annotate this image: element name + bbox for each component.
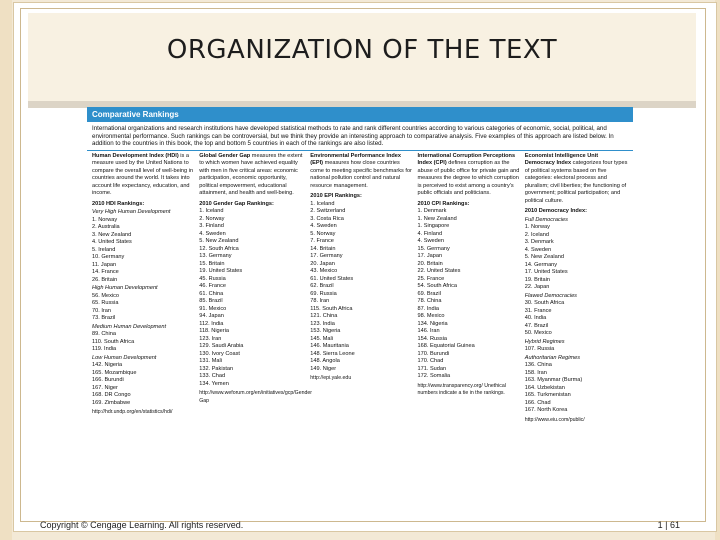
ranking-row: 168. Equatorial Guinea xyxy=(417,343,475,350)
ranking-row: 91. Mexico xyxy=(199,305,227,312)
ranking-columns xyxy=(87,151,633,425)
ranking-row: 5. Ireland xyxy=(92,246,116,253)
source-url: http://www.transparency.org/ Unethical numbers indicate a tie in the rankings. xyxy=(417,382,506,397)
left-accent-strip xyxy=(0,0,12,540)
ranking-row: 22. Japan xyxy=(524,284,550,291)
ranking-row: 132. Pakistan xyxy=(199,365,234,372)
ranking-row: 1. Iceland xyxy=(310,200,335,207)
column-heading: Global Gender Gap xyxy=(199,152,251,159)
rankings-title: 2010 HDI Rankings: xyxy=(92,200,145,207)
ranking-row: 78. China xyxy=(417,298,442,305)
ranking-row: 4. Sweden xyxy=(524,246,552,253)
ranking-row: 170. Chad xyxy=(417,358,444,365)
ranking-row: 17. Germany xyxy=(310,253,343,260)
ranking-row: 14. France xyxy=(92,269,119,276)
ranking-group-label: Low Human Development xyxy=(92,354,157,361)
ranking-row: 15. Britain xyxy=(199,260,225,267)
ranking-row: 4. Finland xyxy=(417,230,443,237)
ranking-row: 3. Denmark xyxy=(524,239,554,246)
ranking-row: 146. Iran xyxy=(417,328,440,335)
ranking-row: 149. Niger xyxy=(310,365,337,372)
ranking-row: 87. India xyxy=(417,305,439,312)
rankings-title: 2010 EPI Rankings: xyxy=(310,193,362,200)
ranking-row: 10. Germany xyxy=(92,254,125,261)
ranking-row: 73. Brazil xyxy=(92,315,116,322)
ranking-row: 118. Nigeria xyxy=(199,328,229,335)
ranking-row: 167. North Korea xyxy=(524,407,568,414)
ranking-row: 22. United States xyxy=(417,268,461,275)
figure-intro: International organizations and research institutions have developed statistical methods to rate and rank different countries according to various categories of economic, social, political, and environmental performance. Such rankings can be controversial, but we think they provide an interesting approach to comparative analysis. Five examples of this approach are listed below. In addition to the countries in this book, the top and bottom 5 countries in each of the rankings are also listed. xyxy=(87,122,633,151)
ranking-row: 166. Chad xyxy=(524,399,551,406)
ranking-row: 129. Saudi Arabia xyxy=(199,343,244,350)
ranking-row: 50. Mexico xyxy=(524,330,552,337)
ranking-row: 31. France xyxy=(524,307,552,314)
ranking-group-label: Full Democracies xyxy=(524,216,568,223)
ranking-row: 7. France xyxy=(310,238,334,245)
ranking-row: 172. Somalia xyxy=(417,373,451,380)
ranking-row: 112. India xyxy=(199,320,224,327)
ranking-row: 142. Nigeria xyxy=(92,362,123,369)
ranking-group-label: Authoritarian Regimes xyxy=(524,354,581,361)
ranking-row: 131. Mali xyxy=(199,358,222,365)
ranking-group-label: High Human Development xyxy=(92,285,158,292)
ranking-row: 5. New Zealand xyxy=(199,238,239,245)
ranking-row: 130. Ivory Coast xyxy=(199,350,240,357)
slide-title: ORGANIZATION OF THE TEXT xyxy=(166,35,558,65)
ranking-row: 164. Uzbekistan xyxy=(524,384,565,391)
ranking-group-label: Hybrid Regimes xyxy=(524,338,565,345)
ranking-row: 2. Switzerland xyxy=(310,208,346,215)
ranking-row: 165. Turkmenistan xyxy=(524,392,571,399)
ranking-row: 1. Singapore xyxy=(417,223,450,230)
copyright-notice: Copyright © Cengage Learning. All rights reserved. xyxy=(40,520,244,530)
ranking-row: 62. Brazil xyxy=(310,283,334,290)
ranking-row: 20. Japan xyxy=(310,260,335,267)
ranking-row: 13. Germany xyxy=(199,253,232,260)
ranking-row: 3. Costa Rica xyxy=(310,215,344,222)
ranking-row: 154. Russia xyxy=(417,335,448,342)
ranking-row: 78. Iran xyxy=(310,298,330,305)
ranking-row: 85. Brazil xyxy=(199,298,223,305)
ranking-row: 123. Iran xyxy=(199,335,222,342)
ranking-row: 1. Denmark xyxy=(417,208,447,215)
ranking-group-label: Very High Human Development xyxy=(92,209,171,216)
ranking-row: 56. Mexico xyxy=(92,292,120,299)
source-url: http://epi.yale.edu xyxy=(310,375,352,382)
ranking-row: 30. South Africa xyxy=(524,300,565,307)
ranking-row: 1. Norway xyxy=(92,216,118,223)
ranking-row: 158. Iran xyxy=(524,369,547,376)
ranking-row: 146. Mauritania xyxy=(310,343,349,350)
ranking-row: 145. Mali xyxy=(310,335,333,342)
ranking-row: 15. Germany xyxy=(417,245,450,252)
ranking-row: 115. South Africa xyxy=(310,305,353,312)
ranking-row: 134. Nigeria xyxy=(417,320,448,327)
ranking-row: 98. Mexico xyxy=(417,313,445,320)
ranking-row: 3. Finland xyxy=(199,223,224,230)
column-description: defines corruption as the abuse of public office for private gain and measures the degree to which corruption is perceived to exist among a country's public officials and politicians. xyxy=(417,160,520,197)
column-heading: Economist Intelligence Unit Democracy Index xyxy=(524,152,599,167)
ranking-row: 4. Sweden xyxy=(199,230,226,237)
ranking-column xyxy=(90,153,197,425)
ranking-row: 166. Burundi xyxy=(92,377,124,384)
ranking-row: 25. France xyxy=(417,275,445,282)
ranking-row: 14. Germany xyxy=(524,261,558,268)
ranking-row: 54. South Africa xyxy=(417,283,457,290)
ranking-group-label: Flawed Democracies xyxy=(524,292,577,299)
page-number: 1 | 61 xyxy=(657,520,680,530)
ranking-row: 5. Norway xyxy=(310,230,336,237)
ranking-row: 170. Burundi xyxy=(417,350,450,357)
ranking-row: 2. Iceland xyxy=(524,231,550,238)
column-description: measures the extent to which women have achieved equality with men in five critical areas: economic participation, economic opportunity, political empowerment, educational attainment, and health and well-being. xyxy=(199,152,303,197)
ranking-row: 45. Russia xyxy=(199,275,226,282)
ranking-row: 148. Sierra Leone xyxy=(310,350,355,357)
ranking-row: 121. China xyxy=(310,313,338,320)
ranking-row: 2. Australia xyxy=(92,224,120,231)
ranking-row: 11. Japan xyxy=(92,261,117,268)
ranking-row: 70. Iran xyxy=(92,307,111,314)
source-url: http://www.weforum.org/en/initiatives/gcp/Gender Gap xyxy=(199,390,312,404)
ranking-row: 94. Japan xyxy=(199,313,224,320)
ranking-row: 165. Mozambique xyxy=(92,369,137,376)
ranking-row: 136. China xyxy=(524,362,552,369)
column-description: is a measure used by the United Nations to compare the overall level of well-being in countries around the world. It takes into account life expectancy, education, and income. xyxy=(92,152,194,197)
source-url: http://www.eiu.com/public/ xyxy=(524,416,585,423)
ranking-row: 110. South Africa xyxy=(92,338,135,345)
ranking-row: 2. Norway xyxy=(199,215,225,222)
column-heading: Environmental Performance Index (EPI) xyxy=(310,152,402,167)
ranking-row: 17. Japan xyxy=(417,253,443,260)
ranking-row: 46. France xyxy=(199,283,226,290)
ranking-row: 153. Nigeria xyxy=(310,328,341,335)
ranking-row: 26. Britain xyxy=(92,276,118,283)
ranking-row: 171. Sudan xyxy=(417,365,447,372)
ranking-row: 89. China xyxy=(92,331,116,338)
title-bar xyxy=(28,13,696,108)
ranking-row: 134. Yemen xyxy=(199,380,229,387)
ranking-row: 1. Iceland xyxy=(199,208,224,215)
ranking-row: 69. Russia xyxy=(310,290,337,297)
ranking-row: 168. DR Congo xyxy=(92,392,131,399)
ranking-row: 167. Niger xyxy=(92,384,118,391)
ranking-row: 169. Zimbabwe xyxy=(92,399,131,406)
rankings-title: 2010 CPI Rankings: xyxy=(417,200,470,207)
ranking-row: 148. Angola xyxy=(310,358,340,365)
column-heading: International Corruption Perceptions Index (CPI) xyxy=(417,152,516,167)
column-description: categorizes four types of political systems based on five categories: electoral process and pluralism; civil liberties; the functioning of government; political participation; and political culture. xyxy=(524,160,628,204)
ranking-column xyxy=(308,153,415,425)
ranking-row: 65. Russia xyxy=(92,300,119,307)
ranking-row: 5. New Zealand xyxy=(524,254,564,261)
column-heading: Human Development Index (HDI) xyxy=(92,152,179,159)
ranking-row: 61. China xyxy=(199,290,224,297)
ranking-row: 17. United States xyxy=(524,269,568,276)
ranking-row: 43. Mexico xyxy=(310,268,338,275)
ranking-row: 69. Brazil xyxy=(417,290,441,297)
rankings-title: 2010 Gender Gap Rankings: xyxy=(199,200,274,207)
column-description: measures how close countries come to meeting specific benchmarks for national pollution control and natural resource management. xyxy=(310,160,412,189)
ranking-column xyxy=(523,153,630,425)
ranking-row: 20. Britain xyxy=(417,260,443,267)
ranking-row: 4. United States xyxy=(92,239,132,246)
ranking-row: 19. Britain xyxy=(524,276,550,283)
ranking-row: 3. New Zealand xyxy=(92,231,132,238)
ranking-row: 163. Myanmar (Burma) xyxy=(524,377,583,384)
comparative-rankings-figure xyxy=(87,107,633,505)
ranking-group-label: Medium Human Development xyxy=(92,323,166,330)
ranking-row: 4. Sweden xyxy=(417,238,444,245)
ranking-row: 1. New Zealand xyxy=(417,215,457,222)
figure-header: Comparative Rankings xyxy=(87,107,633,122)
ranking-row: 4. Sweden xyxy=(310,223,337,230)
ranking-row: 123. India xyxy=(310,320,335,327)
ranking-row: 19. United States xyxy=(199,268,243,275)
ranking-row: 133. Chad xyxy=(199,373,226,380)
ranking-column xyxy=(197,152,312,425)
ranking-row: 119. India xyxy=(92,346,117,353)
ranking-row: 40. India xyxy=(524,315,547,322)
ranking-row: 61. United States xyxy=(310,275,354,282)
ranking-row: 14. Britain xyxy=(310,245,336,252)
ranking-column xyxy=(416,153,523,425)
ranking-row: 12. South Africa xyxy=(199,245,239,252)
ranking-row: 107. Russia xyxy=(524,346,555,353)
ranking-row: 1. Norway xyxy=(524,224,550,231)
source-url: http://hdr.undp.org/en/statistics/hdi/ xyxy=(92,409,173,416)
rankings-title: 2010 Democracy Index: xyxy=(524,208,587,215)
ranking-row: 47. Brazil xyxy=(524,322,549,329)
